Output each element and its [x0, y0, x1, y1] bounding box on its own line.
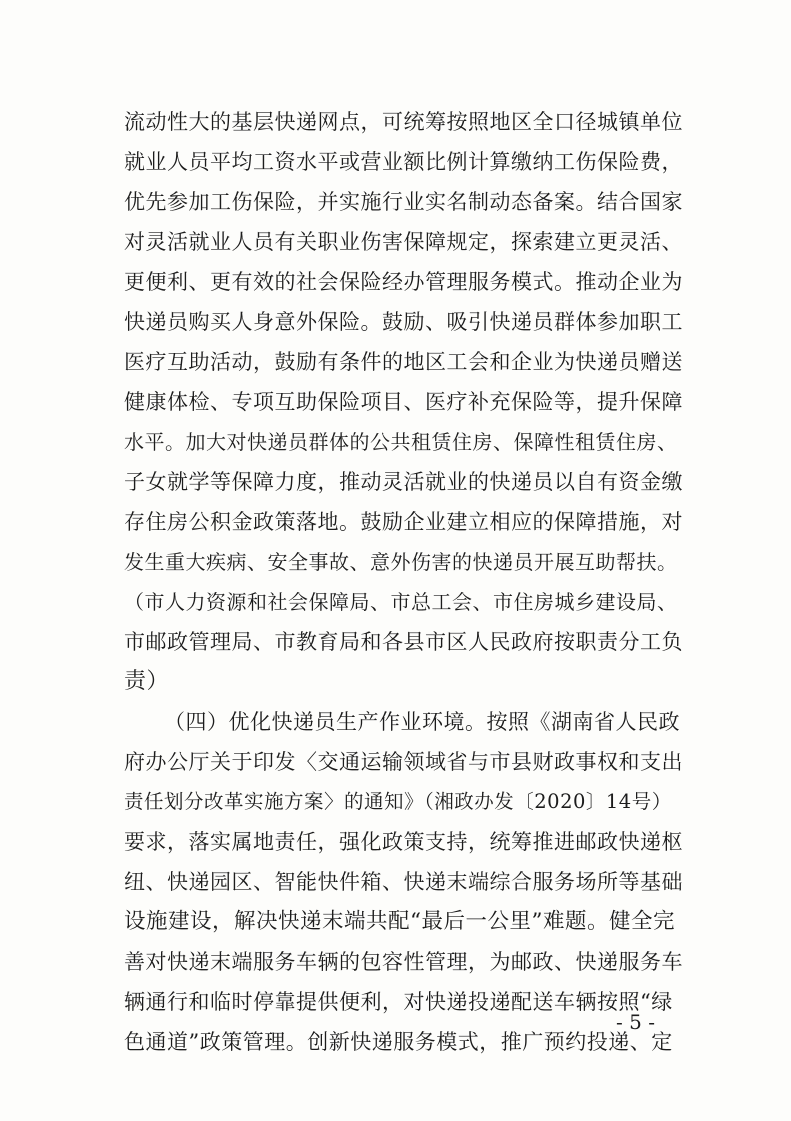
- text-line: 府办公厅关于印发〈交通运输领域省与市县财政事权和支出: [124, 750, 683, 774]
- text-line: （市人力资源和社会保障局、市总工会、市住房城乡建设局、: [124, 590, 678, 614]
- text-line: 设施建设，解决快递末端共配“最后一公里”难题。健全完: [124, 909, 675, 934]
- text-line: 流动性大的基层快递网点，可统筹按照地区全口径城镇单位: [124, 110, 683, 134]
- text-line: 更便利、更有效的社会保险经办管理服务模式。推动企业为: [124, 270, 683, 294]
- text-line: 发生重大疾病、安全事故、意外伤害的快递员开展互助帮扶。: [124, 550, 678, 574]
- text-line: 医疗互助活动，鼓励有条件的地区工会和企业为快递员赠送: [124, 350, 683, 374]
- text-line: 纽、快递园区、智能快件箱、快递末端综合服务场所等基础: [124, 870, 683, 894]
- text-line: 子女就学等保障力度，推动灵活就业的快递员以自有资金缴: [124, 470, 683, 494]
- page-number: - 5 -: [616, 1010, 655, 1034]
- section-heading-line: （四）优化快递员生产作业环境。按照《湖南省人民政: [164, 710, 680, 734]
- text-line: 水平。加大对快递员群体的公共租赁住房、保障性租赁住房、: [124, 430, 678, 454]
- text-line: 责）: [124, 669, 170, 694]
- body-text: [124, 102, 684, 1062]
- text-line: 对灵活就业人员有关职业伤害保障规定，探索建立更灵活、: [124, 230, 683, 254]
- text-line: 色通道”政策管理。创新快递服务模式，推广预约投递、定: [124, 1030, 673, 1054]
- text-line: 市邮政管理局、市教育局和各县市区人民政府按职责分工负: [124, 630, 683, 654]
- text-line: 责任划分改革实施方案〉的通知》（湘政办发〔2020〕14号）: [124, 790, 672, 813]
- text-line: 快递员购买人身意外保险。鼓励、吸引快递员群体参加职工: [124, 310, 683, 334]
- text-line: 就业人员平均工资水平或营业额比例计算缴纳工伤保险费，: [124, 150, 683, 174]
- text-line: 健康体检、专项互助保险项目、医疗补充保险等，提升保障: [124, 390, 683, 414]
- text-line: 要求，落实属地责任，强化政策支持，统筹推进邮政快递枢: [124, 830, 683, 854]
- text-line: 辆通行和临时停靠提供便利，对快递投递配送车辆按照“绿: [124, 990, 673, 1014]
- text-line: 存住房公积金政策落地。鼓励企业建立相应的保障措施，对: [124, 510, 683, 534]
- text-line: 善对快递末端服务车辆的包容性管理，为邮政、快递服务车: [124, 950, 683, 974]
- text-line: 优先参加工伤保险，并实施行业实名制动态备案。结合国家: [124, 190, 683, 214]
